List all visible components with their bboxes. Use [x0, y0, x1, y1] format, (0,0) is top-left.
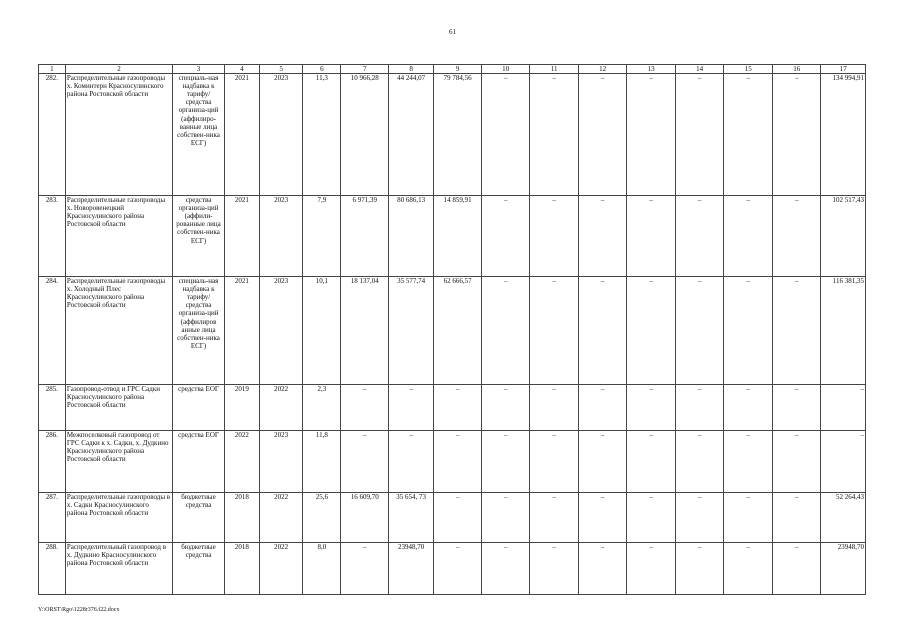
table-row	[39, 493, 866, 543]
object-name-cell: Распределительные газопроводы х. Коминтерн Красносулинского района Ростовской области	[65, 74, 172, 196]
value-cell: –	[388, 431, 433, 493]
value-cell: –	[530, 431, 579, 493]
value-cell: 2018	[224, 543, 259, 595]
value-cell: –	[481, 543, 530, 595]
value-cell: –	[341, 431, 388, 493]
funding-source-cell: бюджетные средства	[173, 543, 225, 595]
value-cell: –	[481, 196, 530, 277]
value-cell: –	[675, 385, 724, 431]
value-cell: –	[530, 196, 579, 277]
row-number-cell: 286.	[39, 431, 66, 493]
object-name-cell: Распределительный газопровод в х. Дудкино Красносулинского района Ростовской области	[65, 543, 172, 595]
funding-source-cell: средства организа-ций (аффили-рованные лица собствен-ника ЕСГ)	[173, 196, 225, 277]
value-cell: –	[772, 277, 821, 385]
value-cell: –	[481, 385, 530, 431]
total-cell: 102 517,43	[821, 196, 866, 277]
value-cell: 23948,70	[388, 543, 433, 595]
value-cell: –	[627, 196, 676, 277]
table-row	[39, 74, 866, 196]
value-cell: –	[675, 431, 724, 493]
value-cell: 2022	[259, 543, 302, 595]
value-cell: 2023	[259, 74, 302, 196]
value-cell: –	[341, 385, 388, 431]
value-cell: 2022	[259, 493, 302, 543]
value-cell: –	[675, 277, 724, 385]
value-cell: –	[724, 431, 773, 493]
value-cell: –	[578, 277, 627, 385]
value-cell: –	[675, 493, 724, 543]
value-cell: –	[772, 196, 821, 277]
funding-source-cell: бюджетные средства	[173, 493, 225, 543]
header-cell: 9	[434, 65, 481, 74]
value-cell: 44 244,07	[388, 74, 433, 196]
value-cell: 10,1	[303, 277, 341, 385]
value-cell: 10 966,28	[341, 74, 388, 196]
table-row	[39, 543, 866, 595]
value-cell: 35 577,74	[388, 277, 433, 385]
file-path-footer: Y:\ORST\Rgo\1228r376.f22.docx	[38, 607, 120, 613]
value-cell: –	[627, 493, 676, 543]
value-cell: –	[724, 74, 773, 196]
value-cell: –	[578, 493, 627, 543]
value-cell: –	[388, 385, 433, 431]
header-row	[39, 65, 866, 74]
funding-source-cell: средства ЕОГ	[173, 385, 225, 431]
value-cell: 11,3	[303, 74, 341, 196]
value-cell: –	[434, 493, 481, 543]
value-cell: –	[772, 74, 821, 196]
value-cell: –	[627, 74, 676, 196]
value-cell: –	[530, 385, 579, 431]
value-cell: 2022	[259, 385, 302, 431]
value-cell: –	[772, 431, 821, 493]
value-cell: –	[724, 493, 773, 543]
value-cell: –	[772, 493, 821, 543]
value-cell: –	[724, 196, 773, 277]
value-cell: –	[627, 543, 676, 595]
funding-source-cell: специаль-ная надбавка к тарифу/ средства организа-ций (аффилиров анные лица собствен-ника ЕСГ)	[173, 277, 225, 385]
value-cell: –	[341, 543, 388, 595]
value-cell: –	[578, 74, 627, 196]
funding-source-cell: специаль-ная надбавка к тарифу/ средства организа-ций (аффилиро-ванные лица собствен-ника ЕСГ)	[173, 74, 225, 196]
value-cell: –	[724, 385, 773, 431]
value-cell: 2018	[224, 493, 259, 543]
total-cell: 52 264,43	[821, 493, 866, 543]
value-cell: –	[481, 431, 530, 493]
value-cell: –	[578, 543, 627, 595]
value-cell: 2023	[259, 196, 302, 277]
investment-table	[38, 64, 866, 595]
header-cell: 3	[173, 65, 225, 74]
header-cell: 1	[39, 65, 66, 74]
value-cell: –	[578, 431, 627, 493]
value-cell: –	[481, 277, 530, 385]
header-cell: 6	[303, 65, 341, 74]
header-cell: 10	[481, 65, 530, 74]
value-cell: –	[724, 543, 773, 595]
header-cell: 14	[675, 65, 724, 74]
header-cell: 12	[578, 65, 627, 74]
value-cell: –	[481, 493, 530, 543]
total-cell: 23948,70	[821, 543, 866, 595]
value-cell: 80 686,13	[388, 196, 433, 277]
header-cell: 11	[530, 65, 579, 74]
row-number-cell: 285.	[39, 385, 66, 431]
value-cell: –	[434, 543, 481, 595]
value-cell: 2021	[224, 74, 259, 196]
value-cell: 2022	[224, 431, 259, 493]
value-cell: 7,9	[303, 196, 341, 277]
header-cell: 2	[65, 65, 172, 74]
table-row	[39, 431, 866, 493]
value-cell: –	[772, 385, 821, 431]
object-name-cell: Межпоселковый газопровод от ГРС Садки к х. Садки, х. Дудкино Красносулинского района Ростовской области	[65, 431, 172, 493]
object-name-cell: Распределительные газопроводы х. Холодный Плес Красносулинского района Ростовской области	[65, 277, 172, 385]
value-cell: 6 971,39	[341, 196, 388, 277]
funding-source-cell: средства ЕОГ	[173, 431, 225, 493]
row-number-cell: 283.	[39, 196, 66, 277]
row-number-cell: 288.	[39, 543, 66, 595]
value-cell: –	[627, 277, 676, 385]
page-number: 61	[449, 28, 456, 36]
value-cell: –	[530, 493, 579, 543]
value-cell: –	[675, 74, 724, 196]
header-cell: 15	[724, 65, 773, 74]
header-cell: 5	[259, 65, 302, 74]
value-cell: –	[530, 543, 579, 595]
table-row	[39, 196, 866, 277]
value-cell: 62 666,57	[434, 277, 481, 385]
value-cell: –	[578, 385, 627, 431]
value-cell: –	[675, 543, 724, 595]
value-cell: 2023	[259, 277, 302, 385]
value-cell: –	[627, 385, 676, 431]
total-cell: –	[821, 431, 866, 493]
header-cell: 8	[388, 65, 433, 74]
value-cell: 18 137,04	[341, 277, 388, 385]
value-cell: –	[627, 431, 676, 493]
value-cell: 11,8	[303, 431, 341, 493]
value-cell: 2023	[259, 431, 302, 493]
row-number-cell: 282.	[39, 74, 66, 196]
row-number-cell: 287.	[39, 493, 66, 543]
table-row	[39, 277, 866, 385]
value-cell: –	[481, 74, 530, 196]
value-cell: 2021	[224, 277, 259, 385]
header-cell: 17	[821, 65, 866, 74]
header-cell: 4	[224, 65, 259, 74]
value-cell: –	[578, 196, 627, 277]
value-cell: –	[675, 196, 724, 277]
object-name-cell: Распределительные газопроводы х. Новоровенецкий Красносулинского района Ростовской области	[65, 196, 172, 277]
header-cell: 7	[341, 65, 388, 74]
value-cell: 2,3	[303, 385, 341, 431]
object-name-cell: Распределительные газопроводы в х. Садки Красносулинского района Ростовской области	[65, 493, 172, 543]
value-cell: 79 784,56	[434, 74, 481, 196]
value-cell: –	[724, 277, 773, 385]
value-cell: 8,0	[303, 543, 341, 595]
value-cell: –	[772, 543, 821, 595]
value-cell: –	[434, 431, 481, 493]
value-cell: –	[530, 74, 579, 196]
value-cell: –	[434, 385, 481, 431]
value-cell: 2019	[224, 385, 259, 431]
total-cell: 116 381,35	[821, 277, 866, 385]
value-cell: 16 609,70	[341, 493, 388, 543]
value-cell: 25,6	[303, 493, 341, 543]
object-name-cell: Газопровод-отвод и ГРС Садки Красносулинского района Ростовской области	[65, 385, 172, 431]
header-cell: 13	[627, 65, 676, 74]
table-body	[39, 74, 866, 595]
value-cell: –	[530, 277, 579, 385]
header-cell: 16	[772, 65, 821, 74]
value-cell: 14 859,91	[434, 196, 481, 277]
row-number-cell: 284.	[39, 277, 66, 385]
table-row	[39, 385, 866, 431]
value-cell: 35 654, 73	[388, 493, 433, 543]
value-cell: 2021	[224, 196, 259, 277]
total-cell: –	[821, 385, 866, 431]
total-cell: 134 994,91	[821, 74, 866, 196]
